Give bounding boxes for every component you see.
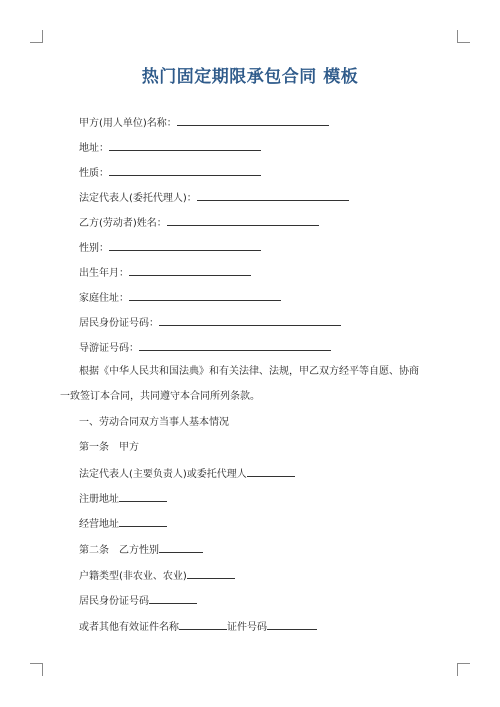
fill-blank[interactable] xyxy=(119,492,167,502)
field-label: 性别： xyxy=(79,243,109,254)
field-home-address xyxy=(79,291,281,305)
item-household-type xyxy=(79,569,235,583)
article-label: 第二条 乙方性别 xyxy=(79,545,159,556)
field-party-b-name xyxy=(79,216,319,230)
fill-blank[interactable] xyxy=(159,316,341,326)
field-label: 地址： xyxy=(79,143,109,154)
field-label: 乙方(劳动者)姓名： xyxy=(79,218,167,229)
field-label: 性质： xyxy=(79,168,109,179)
fill-blank[interactable] xyxy=(177,116,329,126)
intro-paragraph-line-1: 根据《中华人民共和国法典》和有关法律、法规，甲乙双方经平等自愿、协商 xyxy=(79,366,419,377)
fill-blank[interactable] xyxy=(179,620,227,630)
field-label: 居民身份证号码： xyxy=(79,318,159,329)
fill-blank[interactable] xyxy=(139,341,331,351)
section-heading: 一、劳动合同双方当事人基本情况 xyxy=(79,417,229,428)
item-label: 经营地址 xyxy=(79,519,119,530)
field-label: 法定代表人(委托代理人)： xyxy=(79,193,197,204)
article-1-heading: 第一条 甲方 xyxy=(79,442,139,453)
field-birth-date xyxy=(79,266,251,280)
fill-blank[interactable] xyxy=(109,166,261,176)
fill-blank[interactable] xyxy=(109,241,261,251)
item-other-certificate xyxy=(79,620,317,634)
intro-paragraph-line-2: 一致签订本合同，共同遵守本合同所列条款。 xyxy=(60,391,260,402)
fill-blank[interactable] xyxy=(267,620,317,630)
field-nature xyxy=(79,166,261,180)
field-label: 家庭住址： xyxy=(79,293,129,304)
fill-blank[interactable] xyxy=(129,291,281,301)
fill-blank[interactable] xyxy=(159,543,203,553)
item-label: 居民身份证号码 xyxy=(79,596,149,607)
crop-mark-top-left xyxy=(30,30,43,43)
item-label: 户籍类型(非农业、农业) xyxy=(79,571,187,582)
fill-blank[interactable] xyxy=(119,517,167,527)
item-label: 注册地址 xyxy=(79,494,119,505)
field-party-a-name xyxy=(79,116,329,130)
item-label: 法定代表人(主要负责人)或委托代理人 xyxy=(79,469,247,480)
fill-blank[interactable] xyxy=(197,191,349,201)
item-business-address xyxy=(79,517,167,531)
item-id-number xyxy=(79,594,197,608)
fill-blank[interactable] xyxy=(149,594,197,604)
field-label: 甲方(用人单位)名称： xyxy=(79,118,177,129)
article-2-heading xyxy=(79,543,203,557)
field-label: 出生年月： xyxy=(79,268,129,279)
crop-mark-bottom-left xyxy=(30,663,43,676)
field-address xyxy=(79,141,261,155)
field-legal-representative xyxy=(79,191,349,205)
field-id-number xyxy=(79,316,341,330)
fill-blank[interactable] xyxy=(129,266,251,276)
item-label-certificate-number: 证件号码 xyxy=(227,622,267,633)
crop-mark-top-right xyxy=(457,30,470,43)
item-legal-representative xyxy=(79,467,295,481)
item-label: 或者其他有效证件名称 xyxy=(79,622,179,633)
crop-mark-bottom-right xyxy=(457,663,470,676)
fill-blank[interactable] xyxy=(109,141,261,151)
field-guide-license xyxy=(79,341,331,355)
fill-blank[interactable] xyxy=(187,569,235,579)
item-registered-address xyxy=(79,492,167,506)
document-title: 热门固定期限承包合同 模板 xyxy=(141,67,359,87)
fill-blank[interactable] xyxy=(247,467,295,477)
field-gender xyxy=(79,241,261,255)
field-label: 导游证号码： xyxy=(79,343,139,354)
fill-blank[interactable] xyxy=(167,216,319,226)
